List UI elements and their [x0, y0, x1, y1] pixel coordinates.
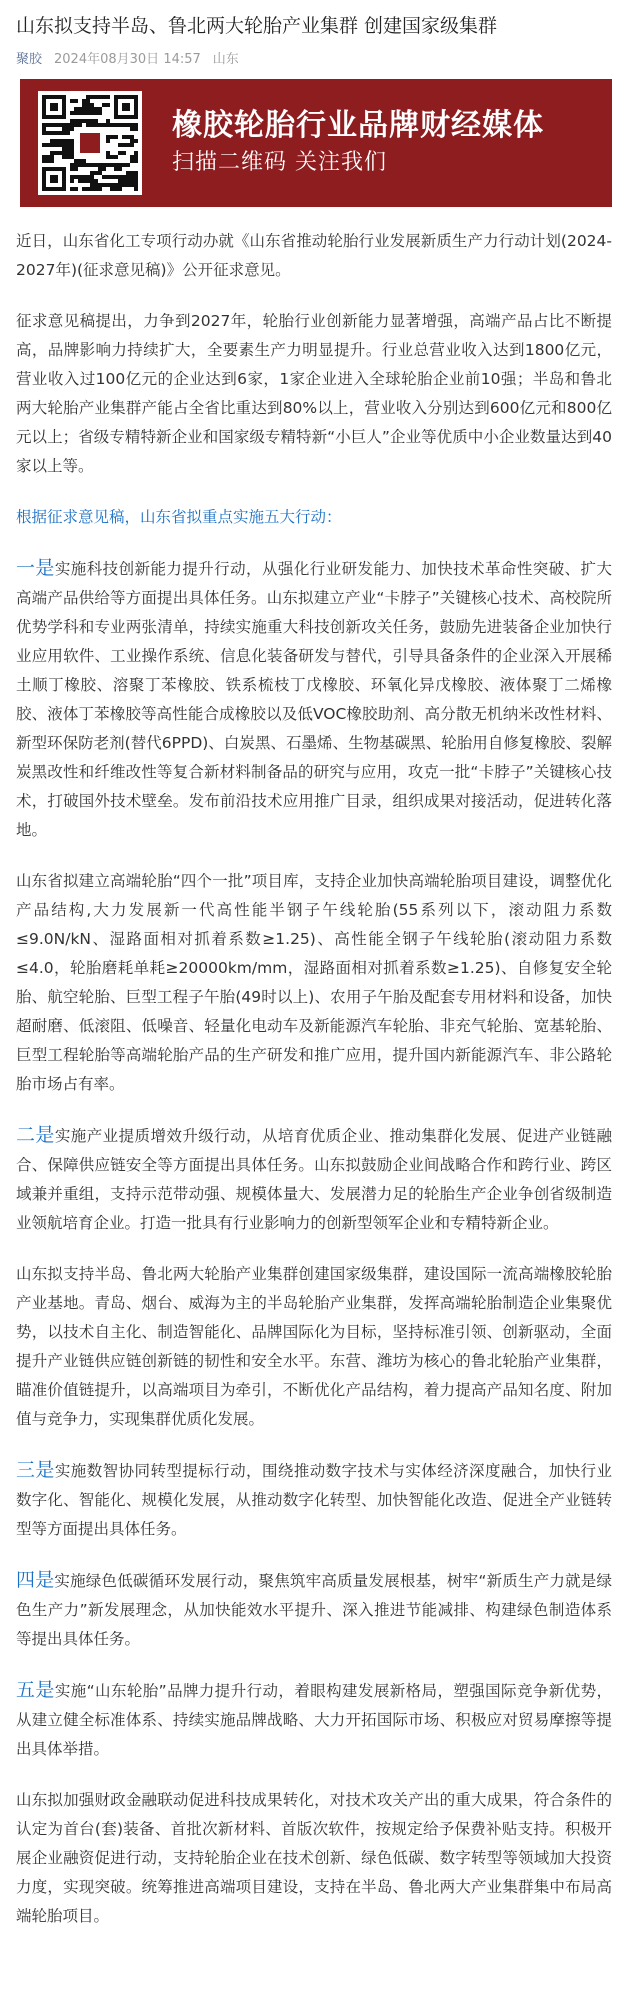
action-number: 四是	[16, 1569, 55, 1591]
account-name[interactable]: 聚胶	[16, 52, 43, 67]
action-text: 实施科技创新能力提升行动，从强化行业研发能力、加快技术革命性突破、扩大高端产品供给等方面提出具体任务。山东拟建立产业“卡脖子”关键核心技术、高校院所优势学科和专业两张清单，持续实施重大科技创新攻关任务，鼓励先进装备企业加快行业应用软件、工业操作系统、信息化装备研发与替代，引导具备条件的企业深入开展稀土顺丁橡胶、溶聚丁苯橡胶、铁系梳枝丁戊橡胶、环氧化异戊橡胶、液体聚丁二烯橡胶、液体丁苯橡胶等高性能合成橡胶以及低VOC橡胶助剂、高分散无机纳米改性材料、新型环保防老剂(替代6PPD)、白炭黑、石墨烯、生物基碳黑、轮胎用自修复橡胶、裂解炭黑改性和纤维改性等复合新材料制备品的研究与应用，攻克一批“卡脖子”关键核心技术，打破国外技术壁垒。发布前沿技术应用推广目录，组织成果对接活动，促进转化落地。	[16, 560, 612, 839]
action-text: 实施产业提质增效升级行动，从培育优质企业、推动集群化发展、促进产业链融合、保障供应链安全等方面提出具体任务。山东拟鼓励企业间战略合作和跨行业、跨区域兼并重组，支持示范带动强、规模体量大、发展潜力足的轮胎生产企业争创省级制造业领航培育企业。打造一批具有行业影响力的创新型领军企业和专精特新企业。	[16, 1127, 612, 1232]
action-text: 实施绿色低碳循环发展行动，聚焦筑牢高质量发展根基，树牢“新质生产力就是绿色生产力”新发展理念，从加快能效水平提升、深入推进节能减排、构建绿色制造体系等提出具体任务。	[16, 1572, 612, 1648]
action-text: 实施数智协同转型提标行动，围绕推动数字技术与实体经济深度融合，加快行业数字化、智能化、规模化发展，从推动数字化转型、加快智能化改造、促进全产业链转型等方面提出具体任务。	[16, 1462, 612, 1538]
paragraph-action-2	[16, 1121, 612, 1238]
paragraph-action-5	[16, 1676, 612, 1764]
action-text: 实施“山东轮胎”品牌力提升行动，着眼构建发展新格局，塑强国际竞争新优势，从建立健全标准体系、持续实施品牌战略、大力开拓国际市场、积极应对贸易摩擦等提出具体举措。	[16, 1682, 612, 1758]
paragraph-action-4	[16, 1566, 612, 1654]
paragraph-action-3	[16, 1456, 612, 1544]
action-number: 三是	[16, 1459, 55, 1481]
promo-banner	[16, 79, 612, 207]
article-title: 山东拟支持半岛、鲁北两大轮胎产业集群 创建国家级集群	[16, 15, 498, 37]
section-lead: 根据征求意见稿，山东省拟重点实施五大行动：	[16, 508, 342, 526]
publish-location: 山东	[212, 52, 239, 67]
banner-text	[172, 106, 544, 180]
paragraph-intro: 近日，山东省化工专项行动办就《山东省推动轮胎行业发展新质生产力行动计划(2024-2027年)(征求意见稿)》公开征求意见。	[16, 232, 612, 279]
banner-headline: 橡胶轮胎行业品牌财经媒体	[172, 108, 544, 143]
publish-datetime: 2024年08月30日 14:57	[54, 52, 201, 67]
article-meta	[16, 48, 612, 67]
qr-code-icon	[38, 91, 142, 195]
brand-logo-icon	[78, 131, 102, 155]
article	[0, 12, 628, 1931]
paragraph-finance: 山东拟加强财政金融联动促进科技成果转化，对技术攻关产出的重大成果，符合条件的认定为首台(套)装备、首批次新材料、首版次软件，按规定给予保费补贴支持。积极开展企业融资促进行动，支持轮胎企业在技术创新、绿色低碳、数字转型等领域加大投资力度，实现突破。统筹推进高端项目建设，支持在半岛、鲁北两大产业集群集中布局高端轮胎项目。	[16, 1791, 612, 1925]
action-number: 一是	[16, 557, 55, 579]
paragraph-tire-projects: 山东省拟建立高端轮胎“四个一批”项目库，支持企业加快高端轮胎项目建设，调整优化产品结构,大力发展新一代高性能半钢子午线轮胎(55系列以下，滚动阻力系数≤9.0N/kN、湿路面相对抓着系数≥1.25)、高性能全钢子午线轮胎(滚动阻力系数≤4.0，轮胎磨耗单耗≥20000km/mm，湿路面相对抓着系数≥1.25)、自修复安全轮胎、航空轮胎、巨型工程子午胎(49时以上)、农用子午胎及配套专用材料和设备，加快超耐磨、低滚阻、低噪音、轻量化电动车及新能源汽车轮胎、非充气轮胎、宽基轮胎、巨型工程轮胎等高端轮胎产品的生产研发和推广应用，提升国内新能源汽车、非公路轮胎市场占有率。	[16, 872, 612, 1093]
action-number: 五是	[16, 1679, 55, 1701]
paragraph-action-1	[16, 554, 612, 845]
paragraph-goals: 征求意见稿提出，力争到2027年，轮胎行业创新能力显著增强，高端产品占比不断提高，品牌影响力持续扩大，全要素生产力明显提升。行业总营业收入达到1800亿元，营业收入过100亿元的企业达到6家，1家企业进入全球轮胎企业前10强；半岛和鲁北两大轮胎产业集群产能占全省比重达到80%以上，营业收入分别达到600亿元和800亿元以上；省级专精特新企业和国家级专精特新“小巨人”企业等优质中小企业数量达到40家以上等。	[16, 312, 612, 475]
paragraph-clusters: 山东拟支持半岛、鲁北两大轮胎产业集群创建国家级集群，建设国际一流高端橡胶轮胎产业基地。青岛、烟台、威海为主的半岛轮胎产业集群，发挥高端轮胎制造企业集聚优势，以技术自主化、制造智能化、品牌国际化为目标，坚持标准引领、创新驱动，全面提升产业链供应链创新链的韧性和安全水平。东营、潍坊为核心的鲁北轮胎产业集群，瞄准价值链提升，以高端项目为牵引，不断优化产品结构，着力提高产品知名度、附加值与竞争力，实现集群优质化发展。	[16, 1265, 612, 1428]
banner-subline: 扫描二维码 关注我们	[172, 150, 387, 175]
action-number: 二是	[16, 1124, 55, 1146]
